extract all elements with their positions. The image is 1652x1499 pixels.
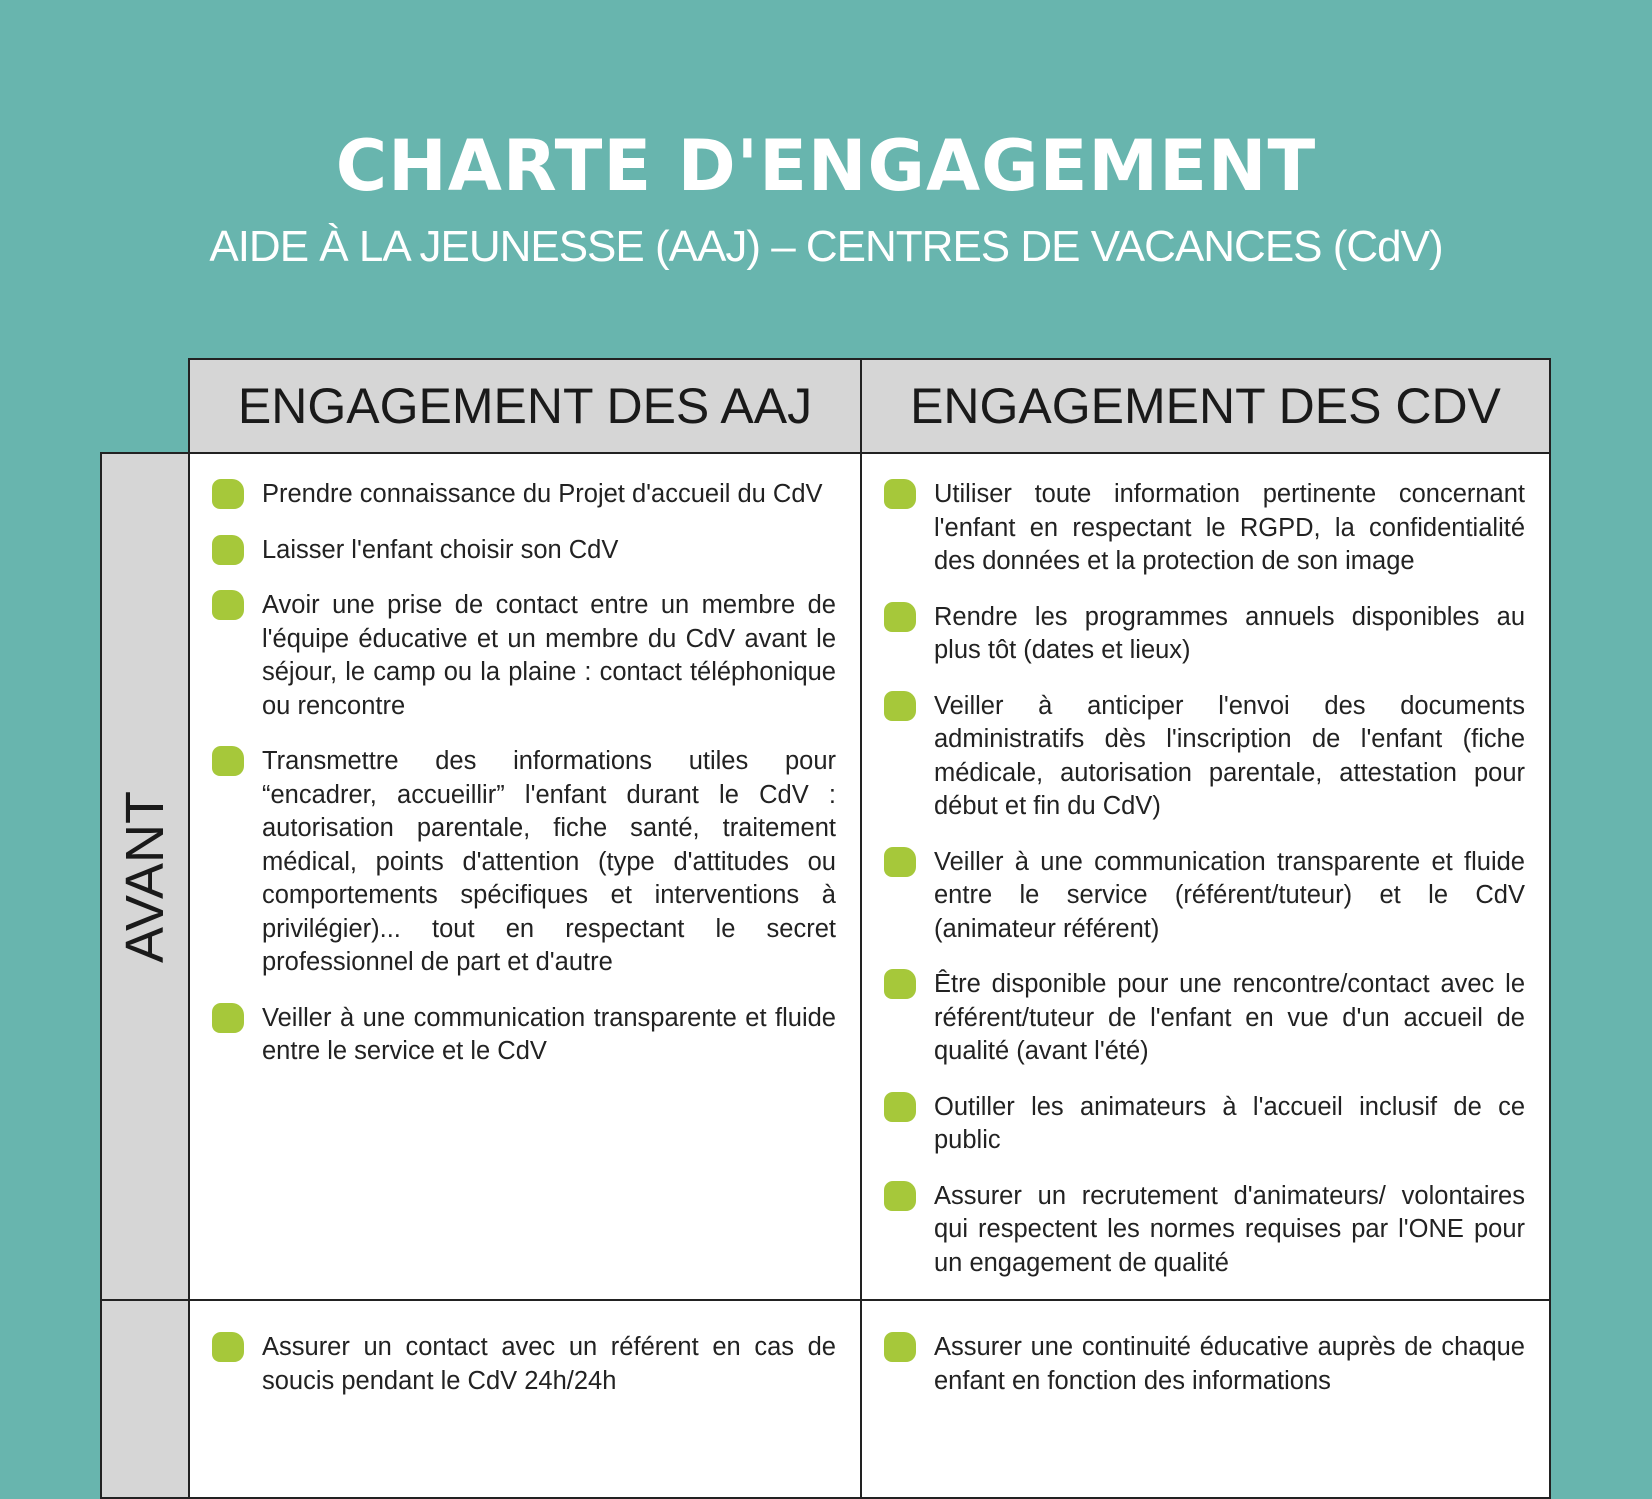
bullet-icon <box>884 691 916 721</box>
row-label-cell <box>102 1301 190 1497</box>
bullet-icon <box>212 746 244 776</box>
bullet-icon <box>884 479 916 509</box>
bullet-icon <box>884 847 916 877</box>
item-text: Veiller à anticiper l'envoi des documents administratifs dès l'inscription de l'enfant (fiche médicale, autorisation parentale, attestation pour début et fin du CdV) <box>934 691 1525 820</box>
list-item <box>212 1331 836 1398</box>
bullet-icon <box>212 590 244 620</box>
item-text: Prendre connaissance du Projet d'accueil du CdV <box>262 480 823 508</box>
item-text: Transmettre des informations utiles pour “encadrer, accueillir” l'enfant durant le CdV : autorisation parentale, fiche santé, traitement médical, points d'attention (type d'attitudes ou comportements spécifiques et interventions à privilégier)... tout en respectant le secret professionnel de part et d'autre <box>262 747 836 976</box>
header-cdv: ENGAGEMENT DES CDV <box>910 378 1501 434</box>
list-item <box>212 534 836 568</box>
item-text: Avoir une prise de contact entre un membre de l'équipe éducative et un membre du CdV avant le séjour, le camp ou la plaine : contact téléphonique ou rencontre <box>262 591 836 720</box>
bullet-icon <box>884 602 916 632</box>
item-text: Veiller à une communication transparente et fluide entre le service (référent/tuteur) et le CdV (animateur référent) <box>934 847 1525 943</box>
list-item <box>884 846 1525 947</box>
list-item <box>212 589 836 723</box>
list-item <box>212 1002 836 1069</box>
bullet-icon <box>212 535 244 565</box>
bullet-icon <box>884 1332 916 1362</box>
header-aaj: ENGAGEMENT DES AAJ <box>190 360 862 452</box>
list-item <box>884 601 1525 668</box>
row-pendant <box>100 1299 1551 1499</box>
item-text: Utiliser toute information pertinente concernant l'enfant en respectant le RGPD, la confidentialité des données et la protection de son image <box>934 480 1525 575</box>
item-text: Rendre les programmes annuels disponibles au plus tôt (dates et lieux) <box>934 602 1525 664</box>
item-text: Assurer une continuité éducative auprès de chaque enfant en fonction des informations <box>934 1333 1525 1395</box>
item-text: Laisser l'enfant choisir son CdV <box>262 535 619 564</box>
aaj-cell <box>190 454 862 1299</box>
item-text: Veiller à une communication transparente et fluide entre le service et le CdV <box>262 1003 836 1065</box>
row-label-cell <box>102 454 190 1299</box>
bullet-icon <box>212 1003 244 1033</box>
table-header <box>188 358 1551 454</box>
page-title: CHARTE D'ENGAGEMENT <box>335 125 1317 207</box>
list-item <box>212 478 836 512</box>
bullet-icon <box>884 969 916 999</box>
cdv-cell <box>862 454 1549 1299</box>
bullet-icon <box>884 1181 916 1211</box>
page-subtitle: AIDE À LA JEUNESSE (AAJ) – CENTRES DE VACANCES (CdV) <box>209 222 1443 271</box>
list-item <box>884 478 1525 579</box>
bullet-icon <box>884 1092 916 1122</box>
list-item <box>884 968 1525 1069</box>
bullet-icon <box>212 479 244 509</box>
cdv-cell <box>862 1301 1549 1497</box>
list-item <box>884 1091 1525 1158</box>
item-text: Être disponible pour une rencontre/contact avec le référent/tuteur de l'enfant en vue d'un accueil de qualité (avant l'été) <box>934 970 1525 1065</box>
item-text: Assurer un contact avec un référent en cas de soucis pendant le CdV 24h/24h <box>262 1333 836 1395</box>
item-text: Assurer un recrutement d'animateurs/ volontaires qui respectent les normes requises par l'ONE pour un engagement de qualité <box>934 1181 1525 1277</box>
bullet-icon <box>212 1332 244 1362</box>
aaj-cell <box>190 1301 862 1497</box>
list-item <box>212 745 836 980</box>
row-avant <box>100 452 1551 1301</box>
list-item <box>884 1331 1525 1398</box>
item-text: Outiller les animateurs à l'accueil inclusif de ce public <box>934 1092 1525 1154</box>
list-item <box>884 690 1525 824</box>
list-item <box>884 1180 1525 1281</box>
row-label: AVANT <box>115 790 175 963</box>
